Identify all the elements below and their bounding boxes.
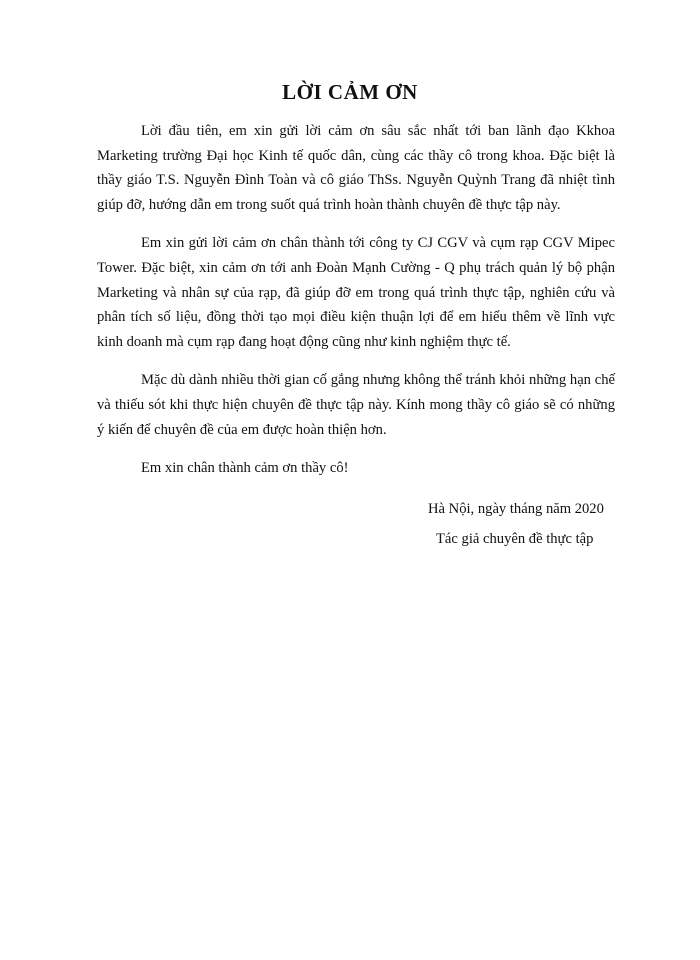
document-body xyxy=(97,119,615,481)
signature-author: Tác giả chuyên đề thực tập xyxy=(436,531,594,547)
signature-date: Hà Nội, ngày tháng năm 2020 xyxy=(428,501,604,517)
paragraph-1: Lời đầu tiên, em xin gửi lời cảm ơn sâu sắc nhất tới ban lãnh đạo Kkhoa Marketing trường Đại học Kinh tế quốc dân, cùng các thầy cô trong khoa. Đặc biệt là thầy giáo T.S. Nguyễn Đình Toàn và cô giáo ThSs. Nguyễn Quỳnh Trang đã nhiệt tình giúp đỡ, hướng dẫn em trong suốt quá trình hoàn thành chuyên đề thực tập này. xyxy=(97,123,615,213)
closing-line: Em xin chân thành cảm ơn thầy cô! xyxy=(141,460,349,477)
page-title: LỜI CẢM ƠN xyxy=(282,80,418,104)
paragraph-2: Em xin gửi lời cảm ơn chân thành tới công ty CJ CGV và cụm rạp CGV Mipec Tower. Đặc biệt, xin cảm ơn tới anh Đoàn Mạnh Cường - Q phụ trách quản lý bộ phận Marketing và nhân sự của rạp, đã giúp đỡ em trong quá trình thực tập, nghiên cứu và phân tích số liệu, đồng thời tạo mọi điều kiện thuận lợi để em hiểu thêm về lĩnh vực kinh doanh mà cụm rạp đang hoạt động cũng như kinh nghiệm thực tế. xyxy=(97,235,615,350)
paragraph-3: Mặc dù dành nhiều thời gian cố gắng nhưng không thể tránh khỏi những hạn chế và thiếu sót khi thực hiện chuyên đề thực tập này. Kính mong thầy cô giáo sẽ có những ý kiến để chuyên đề của em được hoàn thiện hơn. xyxy=(97,372,615,438)
